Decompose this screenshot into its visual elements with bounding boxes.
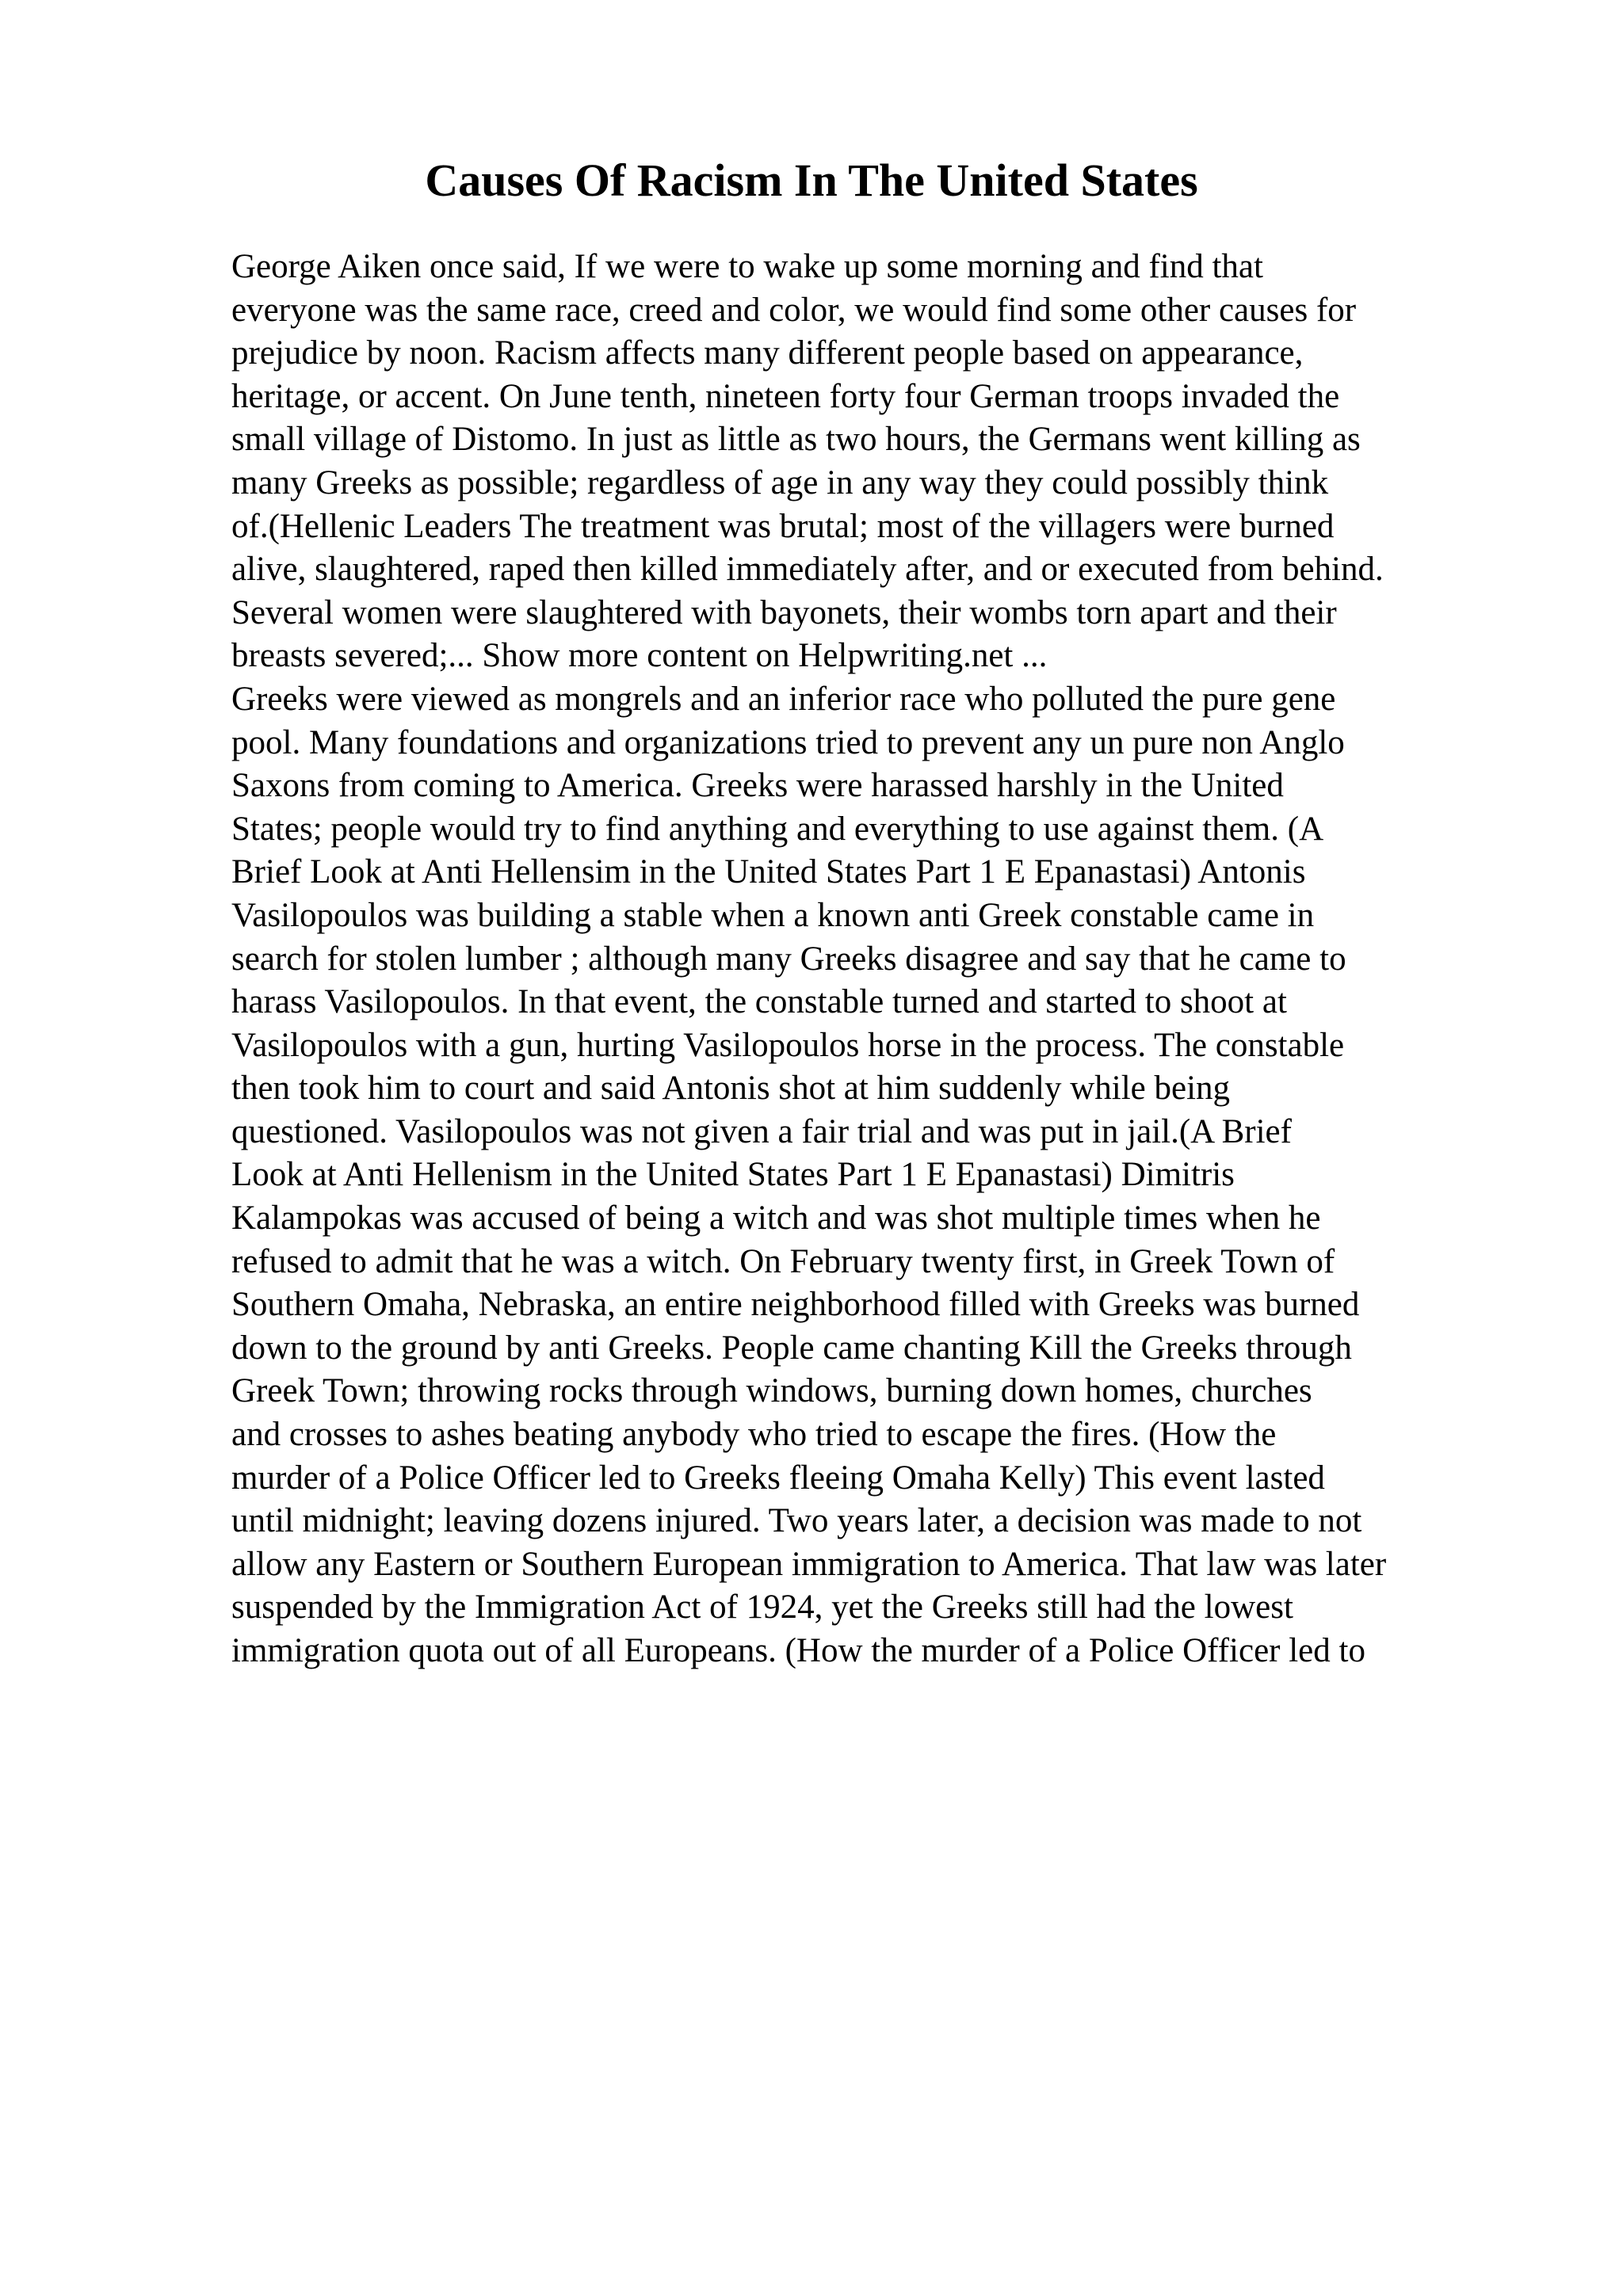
body-text-line: immigration quota out of all Europeans. (How the murder of a Police Officer led to	[231, 1632, 1365, 1669]
body-text-line: search for stolen lumber ; although many Greeks disagree and say that he came to	[231, 940, 1346, 978]
body-text-line: small village of Distomo. In just as little as two hours, the Germans went killing as	[231, 421, 1361, 459]
body-text-line: Saxons from coming to America. Greeks were harassed harshly in the United	[231, 767, 1284, 805]
document-title: Causes Of Racism In The United States	[425, 154, 1198, 206]
body-text-line: States; people would try to find anything and everything to use against them. (A	[231, 810, 1324, 848]
body-text-line: and crosses to ashes beating anybody who tried to escape the fires. (How the	[231, 1416, 1277, 1454]
body-text-line: until midnight; leaving dozens injured. Two years later, a decision was made to not	[231, 1502, 1362, 1540]
body-text-line: many Greeks as possible; regardless of age in any way they could possibly think	[231, 463, 1329, 502]
body-text-line: prejudice by noon. Racism affects many different people based on appearance,	[231, 334, 1304, 372]
body-text-line: allow any Eastern or Southern European immigration to America. That law was later	[231, 1545, 1387, 1583]
body-text-line: of.(Hellenic Leaders The treatment was brutal; most of the villagers were burned	[231, 507, 1335, 545]
body-text-line: Several women were slaughtered with bayonets, their wombs torn apart and their	[231, 593, 1337, 631]
body-text-line: Greeks were viewed as mongrels and an inferior race who polluted the pure gene	[231, 680, 1336, 718]
body-text-line: Greek Town; throwing rocks through windows, burning down homes, churches	[231, 1372, 1312, 1410]
body-text-line: Brief Look at Anti Hellensim in the United States Part 1 E Epanastasi) Antonis	[231, 853, 1306, 891]
body-text-line: George Aiken once said, If we were to wake up some morning and find that	[231, 248, 1263, 285]
body-text-line: alive, slaughtered, raped then killed immediately after, and or executed from behind.	[231, 551, 1384, 589]
body-text-line: breasts severed;... Show more content on Helpwriting.net ...	[231, 637, 1048, 675]
body-text-line: Kalampokas was accused of being a witch and was shot multiple times when he	[231, 1199, 1321, 1238]
body-text-line: suspended by the Immigration Act of 1924, yet the Greeks still had the lowest	[231, 1589, 1293, 1627]
body-text-line: questioned. Vasilopoulos was not given a fair trial and was put in jail.(A Brief	[231, 1112, 1292, 1150]
body-text-line: pool. Many foundations and organizations tried to prevent any un pure non Anglo	[231, 723, 1345, 761]
body-text-line: Look at Anti Hellenism in the United States Part 1 E Epanastasi) Dimitris	[231, 1156, 1235, 1194]
body-text-line: murder of a Police Officer led to Greeks fleeing Omaha Kelly) This event lasted	[231, 1459, 1325, 1497]
body-text-line: harass Vasilopoulos. In that event, the constable turned and started to shoot at	[231, 983, 1287, 1021]
body-text-line: then took him to court and said Antonis shot at him suddenly while being	[231, 1070, 1231, 1108]
body-text-line: refused to admit that he was a witch. On February twenty first, in Greek Town of	[231, 1242, 1335, 1280]
document-body	[231, 246, 1594, 1673]
body-text-line: down to the ground by anti Greeks. People came chanting Kill the Greeks through	[231, 1329, 1352, 1367]
body-text-line: Vasilopoulos was building a stable when a known anti Greek constable came in	[231, 896, 1315, 934]
body-text-line: everyone was the same race, creed and color, we would find some other causes for	[231, 291, 1357, 329]
body-text-line: Southern Omaha, Nebraska, an entire neighborhood filled with Greeks was burned	[231, 1286, 1360, 1324]
body-text-line: heritage, or accent. On June tenth, nineteen forty four German troops invaded the	[231, 377, 1340, 415]
body-text-line: Vasilopoulos with a gun, hurting Vasilopoulos horse in the process. The constable	[231, 1026, 1345, 1064]
